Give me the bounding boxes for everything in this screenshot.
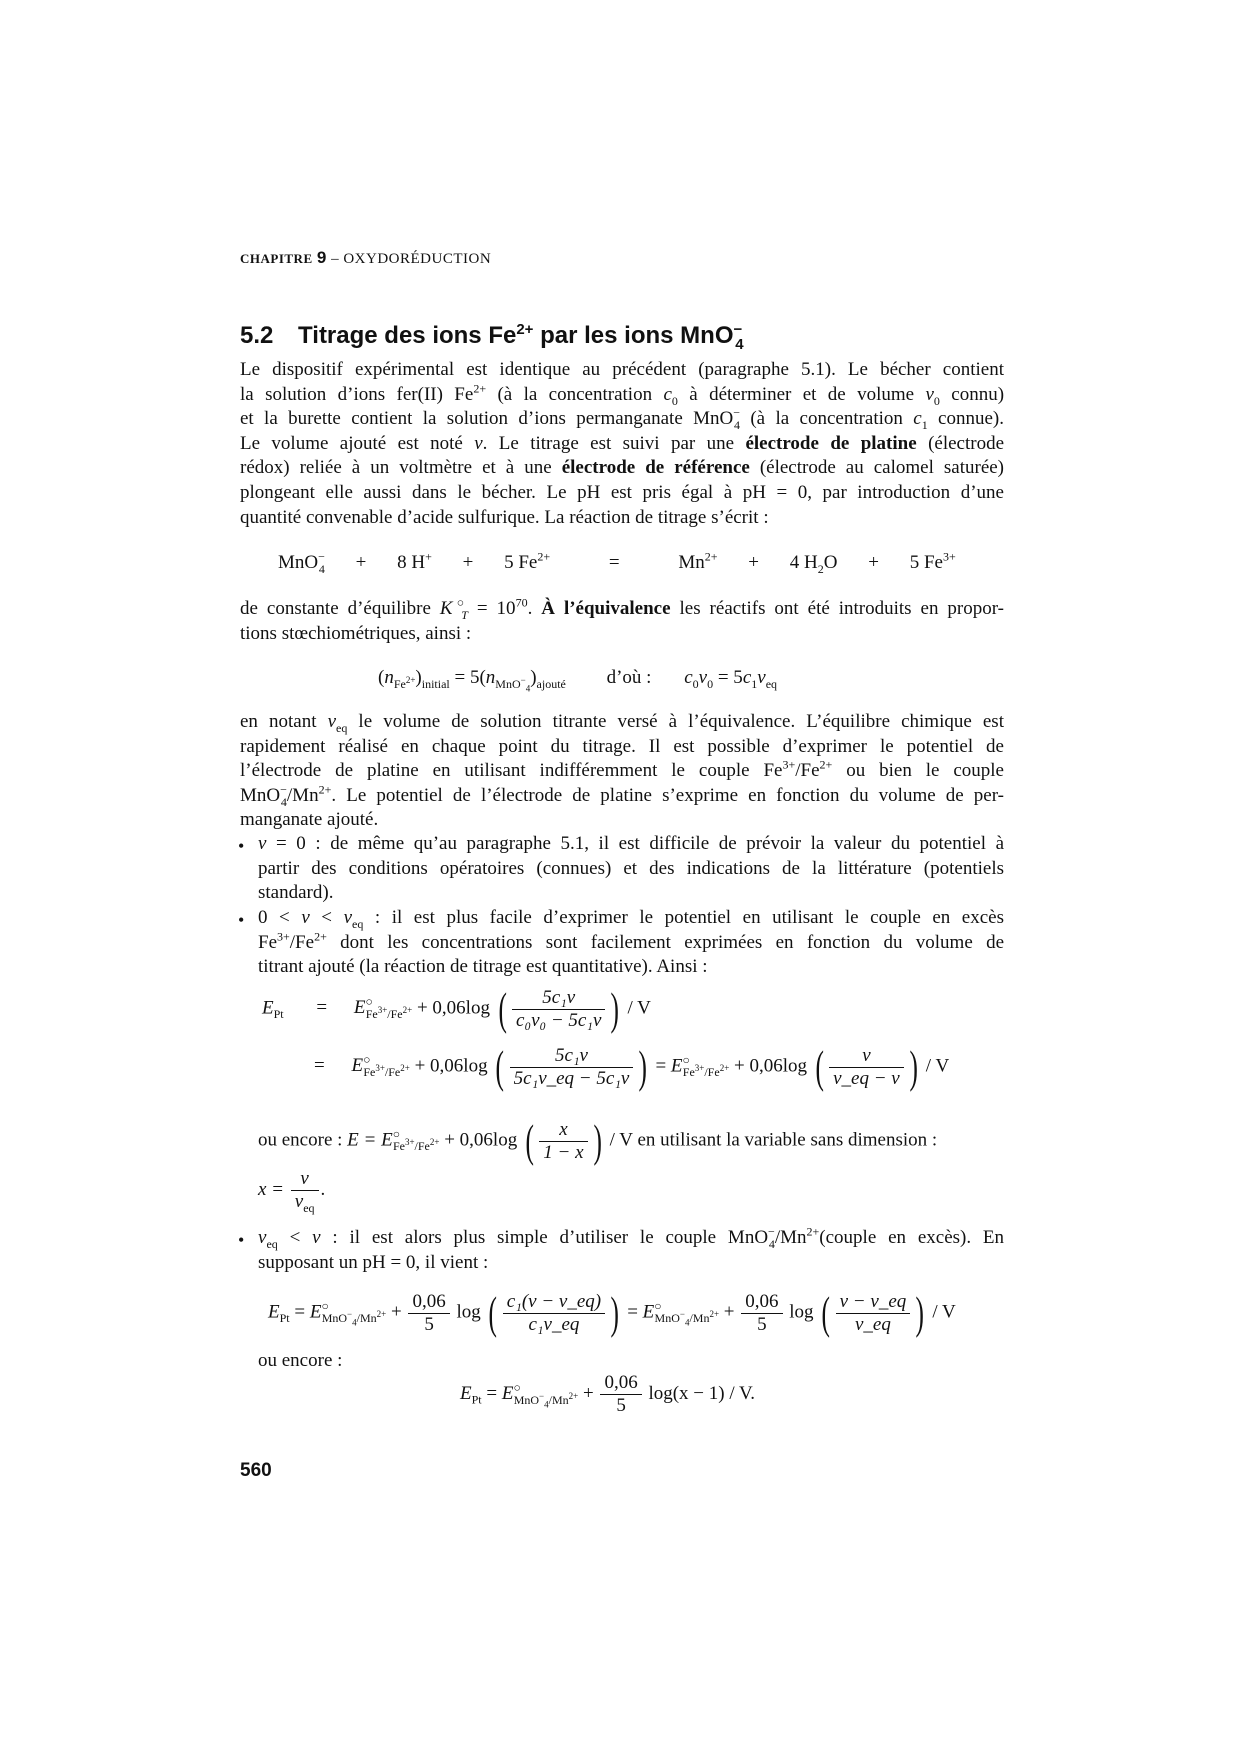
frac-num: 0,06 [604, 1372, 638, 1393]
eq-term: E [670, 1055, 683, 1077]
equation-ept-line1: $E_{Pt} = E^○_{Fe^{3+}/Fe^{2+}} + 0,06\log$ ( $\frac{\text{5c₁v}}{\text{c₀v₀ − 5c₁v}}$ ) / V [262, 983, 651, 1034]
eq-term: E = E [347, 1129, 393, 1151]
section-title-part2: par les ions MnO [540, 322, 734, 349]
eq-term: log [789, 1301, 814, 1323]
eq-term: 5 Fe [504, 552, 538, 573]
text-span: : il est plus facile d’exprimer le potentiel en utilisant le couple en excès [374, 907, 1004, 928]
text-span: l’électrode de platine en utilisant indifféremment le couple Fe [240, 760, 783, 782]
fraction [503, 1291, 605, 1336]
paren-right: ) [610, 983, 620, 1034]
text-line: $0 < v < v_{eq}$ : il est plus facile d’exprimer le potentiel en utilisant le couple en excès [258, 907, 1004, 931]
fraction [539, 1119, 587, 1164]
text-ou-encore: ou encore : [258, 1350, 343, 1371]
text-line: quantité convenable d’acide sulfurique. La réaction de titrage s’écrit : [240, 506, 769, 528]
text-span: = 0 : de même qu’au paragraphe 5.1, il est difficile de prévoir la valeur du potentiel à [276, 833, 1005, 854]
frac-num: v [862, 1044, 871, 1066]
reaction-equation: MnO−$_4$ + 8 H+ + 5 $Fe^{2+} = Mn^{2+} + 4$ $H_2O + 5$ $Fe^{3+}$ [278, 549, 956, 576]
eq-term: E [642, 1301, 655, 1323]
fraction [510, 1045, 634, 1090]
equation-x-definition [258, 1168, 325, 1213]
text-span: 0 < [258, 907, 290, 928]
eq-equals: = [608, 552, 620, 573]
frac-den: $v_{eq}$ [291, 1190, 319, 1213]
fraction [600, 1372, 641, 1417]
frac-den: 5 [600, 1394, 641, 1417]
bullet-item-before-eq [258, 906, 1004, 980]
text-span: / V en utilisant la variable sans dimension : [609, 1129, 938, 1151]
text-span: la solution d’ions fer(II) Fe [240, 383, 474, 405]
text-bold: électrode de platine [745, 432, 917, 454]
text-span: (électrode au calomel saturée) [759, 457, 1005, 479]
text-line [240, 456, 1004, 481]
eq-equals: = [314, 1055, 325, 1077]
text-line: titrant ajouté (la réaction de titrage est quantitative). Ainsi : [258, 956, 708, 978]
fraction [408, 1291, 449, 1336]
text-span: = 10 [476, 598, 516, 619]
eq-term: v [294, 1191, 304, 1212]
frac-den: c₀v₀ − 5c₁v [512, 1009, 605, 1032]
paren-left: ( [525, 1115, 534, 1166]
eq-unit: / V [925, 1055, 950, 1077]
eq-term: + 0,06log [734, 1055, 808, 1077]
frac-num: 0,06 [412, 1290, 446, 1312]
text-span: à déterminer et de volume [689, 383, 915, 405]
paragraph-potential [240, 710, 1004, 833]
frac-den: 5 [741, 1313, 782, 1336]
eq-term: + 0,06log [416, 997, 490, 1019]
text-bold: À l’équivalence [541, 598, 671, 619]
paren-right: ) [638, 1041, 648, 1092]
fraction [512, 987, 605, 1032]
frac-num: x [559, 1118, 568, 1140]
fraction [291, 1168, 319, 1213]
text-span: ou encore : [258, 1129, 343, 1151]
eq-unit: / V [932, 1301, 956, 1323]
frac-num: v − v_eq [839, 1290, 907, 1312]
eq-term: + 0,06log [414, 1055, 488, 1077]
frac-den: 5 [408, 1313, 449, 1336]
eq-term: . [320, 1178, 326, 1200]
text-line: et la burette contient la solution d’ions permanganate MnO−$_4$ (à la concentration $c_1$ connue). [240, 405, 1004, 432]
text-line: partir des conditions opératoires (connues) et des indications de la littérature (potentiels [258, 857, 1004, 879]
text-line: manganate ajouté. [240, 809, 379, 831]
text-span: ou bien le couple [846, 760, 1004, 782]
eq-term: E [268, 1301, 280, 1323]
text-line: $Fe^{3+}/Fe^{2+}$ dont les concentrations sont facilement exprimées en fonction du volume de [258, 929, 1004, 953]
eq-plus: + [355, 552, 367, 573]
section-title-part1: Titrage des ions Fe [298, 322, 517, 349]
text-span: connue). [938, 408, 1004, 430]
eq-term: log [456, 1301, 481, 1323]
text-line: l’électrode de platine en utilisant indifféremment le couple $Fe^{3+}/Fe^{2+}$ ou bien le couple [240, 757, 1004, 782]
text-span: (électrode [928, 432, 1005, 454]
text-span: en notant [240, 711, 317, 732]
eq-term: = 5( [454, 667, 486, 688]
bullet-marker: • [238, 1230, 245, 1250]
text-span: /Mn [774, 1227, 807, 1248]
eq-plus: + [868, 552, 879, 573]
bullet-item-after-eq [258, 1226, 1004, 1275]
eq-term: Mn [678, 552, 705, 573]
text-line: supposant un pH = 0, il vient : [258, 1251, 489, 1273]
eq-sub: initial [421, 676, 450, 691]
text-span: MnO [240, 784, 281, 806]
paren-right: ) [610, 1287, 620, 1338]
text-span: Le volume ajouté est noté [240, 432, 463, 454]
text-line: Le volume ajouté est noté v. Le titrage est suivi par une électrode de platine (électrode [240, 432, 1005, 454]
eq-term: E [501, 1382, 514, 1404]
eq-sub: Pt [471, 1392, 482, 1407]
eq-equals: = [294, 1301, 306, 1323]
text-span: Fe [258, 931, 277, 953]
paren-left: ( [495, 1041, 505, 1092]
text-span: /Mn [286, 784, 319, 806]
text-span: /Fe [289, 931, 315, 953]
text-line: la solution d’ions fer(II) $Fe^{2+}$ (à la concentration $c_0$ à déterminer et de volume $v_0$ connu) [240, 381, 1005, 408]
bullet-item-v-zero [258, 832, 1004, 906]
eq-term: E [460, 1382, 472, 1404]
frac-den: v_eq [836, 1313, 911, 1336]
page-number: 560 [240, 1460, 272, 1481]
section-title-sup2: − [733, 321, 743, 338]
paren-left: ( [498, 983, 507, 1034]
text-span: (couple en excès). En [819, 1227, 1005, 1248]
text-span: les réactifs ont été introduits en propor- [679, 598, 1005, 619]
eq-term: E [353, 997, 366, 1019]
text-span: . Le potentiel de l’électrode de platine s’exprime en fonction du volume de per- [331, 784, 1004, 806]
chapter-word: CHAPITRE [240, 251, 313, 266]
header-dash: – [331, 251, 340, 267]
section-number: 5.2 [240, 322, 274, 349]
eq-term: 8 H [397, 552, 426, 573]
text-span: < [321, 907, 333, 928]
text-span: dont les concentrations sont facilement exprimées en fonction du volume de [340, 931, 1004, 953]
text-line: Le dispositif expérimental est identique au précédent (paragraphe 5.1). Le bécher contient [240, 359, 1004, 380]
section-title-sup: 2+ [516, 321, 534, 338]
text-span: /Fe [795, 760, 820, 782]
eq-term: x = [258, 1178, 285, 1200]
text-span: . [527, 598, 533, 619]
eq-term: 5 Fe [909, 552, 943, 573]
eq-term: E [262, 997, 274, 1019]
frac-den: c₁v_eq [503, 1313, 605, 1336]
text-line: plongeant elle aussi dans le bécher. Le pH est pris égal à pH = 0, par introduction d’une [240, 481, 1004, 503]
fraction [741, 1291, 782, 1336]
paren-right: ) [909, 1041, 918, 1092]
eq-plus: + [723, 1301, 735, 1323]
eq-term: E [351, 1055, 364, 1077]
eq-plus: + [582, 1382, 594, 1404]
frac-num: c₁(v − v_eq) [506, 1290, 602, 1312]
stoichiometry-relation: $(n_{Fe^{2+}})_{initial} = 5(n_{MnO^-_4})_{ajouté}$ d’où : $c_0v_0 = 5c_1v_{eq}$ [378, 667, 778, 694]
eq-unit: / V [627, 997, 651, 1019]
text-span: et la burette contient la solution d’ions permanganate MnO [240, 408, 734, 430]
fraction [829, 1045, 904, 1090]
eq-plus: + [748, 552, 760, 573]
text-line: $v_{eq} < v$ : il est alors plus simple d’utiliser le couple $MnO^-_4/Mn^{2+}(couple$ en excès). En [258, 1224, 1005, 1251]
paragraph-equivalence [240, 597, 1004, 646]
paren-left: ( [821, 1287, 831, 1338]
eq-term: O [823, 552, 838, 573]
eq-term: 4 H [789, 552, 818, 573]
section-title-sub: 4 [735, 335, 744, 353]
text-line: de constante d’équilibre $K^○_T = 10^{70}$. À l’équivalence les réactifs ont été introduits en propor- [240, 595, 1005, 622]
fraction [836, 1291, 911, 1336]
eq-term: MnO [278, 552, 319, 573]
running-header [240, 248, 491, 268]
text-line: v = 0 : de même qu’au paragraphe 5.1, il est difficile de prévoir la valeur du potentiel à [258, 833, 1005, 854]
section-heading [240, 321, 744, 353]
frac-den: v_eq − v [829, 1067, 904, 1090]
text-span: (à la concentration [497, 383, 653, 405]
bullet-marker: • [238, 910, 245, 930]
frac-den: 1 − x [539, 1141, 587, 1164]
paren-right: ) [592, 1115, 602, 1166]
eq-sub: ajouté [536, 676, 566, 691]
eq-sub: Pt [273, 1007, 284, 1022]
eq-term: d’où : [606, 667, 652, 688]
text-span: connu) [951, 383, 1005, 405]
text-span: : il est alors plus simple d’utiliser le couple MnO [332, 1227, 769, 1248]
text-span: le volume de solution titrante versé à l’équivalence. L’équilibre chimique est [358, 711, 1004, 732]
eq-equals: = [316, 997, 328, 1019]
eq-equals: = [627, 1301, 638, 1323]
eq-plus: + [462, 552, 474, 573]
frac-num: 5c₁v [542, 986, 576, 1008]
text-line: rapidement réalisé en chaque point du titrage. Il est possible d’exprimer le potentiel de [240, 735, 1004, 757]
text-span: de constante d’équilibre [240, 598, 431, 619]
chapter-title: OXYDORÉDUCTION [343, 251, 492, 267]
paren-left: ( [815, 1041, 824, 1092]
chapter-number: 9 [316, 248, 327, 267]
text-span: < [289, 1227, 301, 1248]
text-line: $MnO^-_4/Mn^{2+}$. Le potentiel de l’électrode de platine s’exprime en fonction du volume de per- [240, 782, 1004, 809]
equation-variable-x: ou encore : $E = E^○_{Fe^{3+}/Fe^{2+}} + 0,06\log$ ( $\frac{x}{1 - x}$ ) / V en utilisant la variable sans dimension : [258, 1115, 938, 1166]
text-bold: électrode de référence [561, 457, 750, 479]
eq-term: E [309, 1301, 322, 1323]
equation-ept-final: $E_{Pt} = E^○_{MnO^-_4/Mn^{2+}}$ + $\frac{0,06}{5}$ log(x − 1) / V. [460, 1372, 756, 1416]
eq-plus: + [390, 1301, 402, 1323]
paren-left: ( [488, 1287, 498, 1338]
text-line: tions stœchiométriques, ainsi : [240, 622, 472, 644]
frac-num: 5c₁v [555, 1044, 588, 1066]
text-span: . Le titrage est suivi par une [482, 432, 735, 454]
paragraph-intro [240, 358, 1004, 530]
text-span: (à la concentration [750, 408, 903, 430]
paren-right: ) [915, 1287, 925, 1338]
text-line: standard). [258, 882, 334, 904]
eq-sub: Pt [279, 1311, 290, 1326]
equation-ept-mno4: $E_{Pt} = E^○_{MnO^-_4/Mn^{2+}}$ + $\frac{0,06}{5}$ log ( $\frac{\text{c₁(v − v\_eq)}}{\text{c₁v\_eq}}$ ) = $E^○_{MnO^-_4/Mn^{2+}}$ + $\frac{0,06}{5}$ log ( $\frac{v - v\_eq}{v\_eq}$ ) / V [268, 1287, 956, 1338]
frac-num: 0,06 [745, 1290, 779, 1312]
eq-term: + 0,06log [444, 1129, 518, 1151]
frac-num: v [300, 1168, 309, 1189]
eq-term: log(x − 1) / V. [648, 1382, 756, 1404]
text-line: en notant $v_{eq}$ le volume de solution titrante versé à l’équivalence. L’équilibre chimique est [240, 711, 1004, 735]
frac-den: 5c₁v_eq − 5c₁v [510, 1067, 634, 1090]
eq-equals: = [486, 1382, 498, 1404]
text-span: rédox) reliée à un voltmètre et à une [240, 457, 552, 479]
equation-ept-line2: = $E^○_{Fe^{3+}/Fe^{2+}} + 0,06\log$ ( $\frac{\text{5c₁v}}{\text{5c₁v\_eq − 5c₁v}}$ ) = $E^○_{Fe^{3+}/Fe^{2+}} + 0,06\log$ ( $\frac{v}{v\_eq - v}$ ) / V [314, 1041, 950, 1092]
bullet-marker: • [238, 836, 245, 856]
eq-term: = 5 [717, 667, 743, 688]
